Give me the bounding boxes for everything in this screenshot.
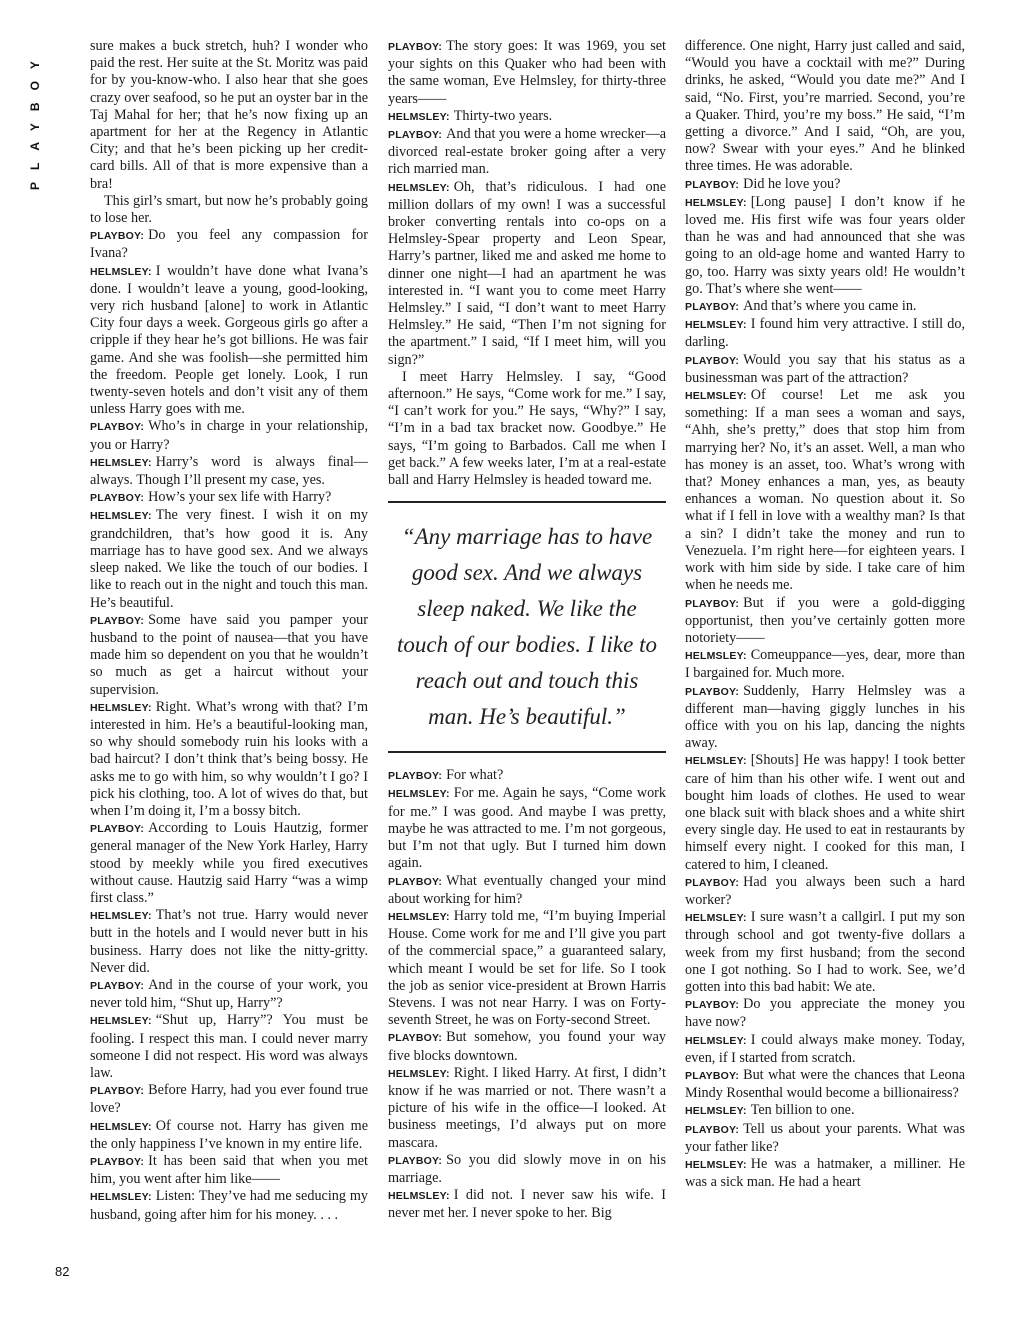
paragraph-text: difference. One night, Harry just called and said, “Would you have a cocktail with me?” During drinks, he asked, “Would you date me?” And I said, “No. First, you’re married. Second, you’re a Quaker. Third, you’re my boss.” He said, “I’m getting a divorce.” And I said, “Oh, are you, now? Swear with your eyes.” And he blinked three times. He was adorable. [685,38,965,175]
paragraph-text: “Shut up, Harry”? You must be fooling. I respect this man. I could never marry someone I did not respect. His word was always law. [90,1012,368,1081]
speaker-label: PLAYBOY: [685,685,740,698]
interview-paragraph [90,907,368,977]
paragraph-text: According to Louis Hautzig, former general manager of the New York Harley, Harry stood by meekly while you fired executives without cause. Hautzig said Harry “was a wimp first class.” [90,820,368,906]
paragraph-text: Who’s in charge in your relationship, you or Harry? [90,418,368,453]
paragraph-text: Harry told me, “I’m buying Imperial House. Come work for me and I’ll give you part of the commercial space,” a guaranteed salary, which meant I would be set for life. So I took the job as senior vice-president at Brown Harris Stevens. I was not near Harry. I was on Forty-seventh Street, he was on Forty-second Street. [388,907,666,1029]
speaker-label: PLAYBOY: [685,876,740,889]
paragraph-text: But somehow, you found your way five blocks downtown. [388,1029,666,1064]
interview-paragraph [685,1121,965,1156]
paragraph-text: This girl’s smart, but now he’s probably going to lose her. [90,192,368,227]
speaker-label: PLAYBOY: [388,770,443,783]
speaker-label: PLAYBOY: [685,999,740,1012]
speaker-label: PLAYBOY: [685,178,740,191]
interview-paragraph [685,996,965,1031]
paragraph-text: How’s your sex life with Harry? [148,489,332,506]
speaker-label: PLAYBOY: [90,230,145,243]
paragraph-text: Harry’s word is always final—always. Though I’ll present my case, yes. [90,453,368,489]
speaker-label: HELMSLEY: [685,319,747,332]
speaker-label: HELMSLEY: [90,265,152,278]
interview-paragraph [388,179,666,369]
paragraph-text: And in the course of your work, you never told him, “Shut up, Harry”? [90,976,368,1012]
interview-paragraph [685,176,965,194]
speaker-label: HELMSLEY: [685,1105,747,1118]
interview-paragraph [90,1012,368,1082]
interview-paragraph [388,767,666,785]
speaker-label: PLAYBOY: [388,1032,443,1045]
paragraph-text: The very finest. I wish it on my grandchildren, that’s how good it is. Any marriage has to have good sex. And we always sleep naked. We like the touch of our bodies. I like to reach out in the night and touch this man. He’s beautiful. [90,507,368,611]
paragraph-text: For me. Again he says, “Come work for me.” I was good. And maybe I was pretty, maybe he was attracted to me. I’m not gorgeous, but I’m not that ugly. But I turned him down again. [388,785,666,872]
speaker-label: HELMSLEY: [685,390,747,403]
interview-paragraph [90,977,368,1012]
paragraph-text: So you did slowly move in on his marriage. [388,1151,666,1186]
speaker-label: PLAYBOY: [90,492,145,505]
speaker-label: PLAYBOY: [90,979,145,992]
speaker-label: PLAYBOY: [388,875,443,888]
interview-paragraph [388,108,666,126]
interview-paragraph [685,1032,965,1067]
speaker-label: PLAYBOY: [388,41,443,53]
paragraph-text: Thirty-two years. [453,107,553,124]
interview-paragraph [685,298,965,316]
interview-paragraph [388,873,666,908]
interview-paragraph [90,699,368,820]
paragraph-text: Listen: They’ve had me seducing my husband, going after him for his money. . . . [90,1188,368,1223]
speaker-label: HELMSLEY: [90,701,152,714]
paragraph-text: But what were the chances that Leona Mindy Rosenthal would become a billionairess? [685,1066,965,1102]
paragraph-text: Suddenly, Harry Helmsley was a different man—having giggly lunches in his office with you on his lap, dancing the nights away. [685,682,965,752]
paragraph-text: But if you were a gold-digging opportunist, then you’ve certainly gotten more notoriety—— [685,594,965,646]
interview-paragraph [90,418,368,453]
interview-paragraph [685,595,965,648]
speaker-label: HELMSLEY: [388,910,450,923]
paragraph-text: Do you feel any compassion for Ivana? [90,227,368,262]
paragraph-text: I wouldn’t have done what Ivana’s done. I wouldn’t leave a young, good-looking, very rich husband [alone] to work in Atlantic City four days a week. Gorgeous girls go after a cripple if they hear he’s got billions. He was fair game. And she was foolish—she permitted him the freedom. People get lonely. Look, I run twenty-seven hotels and don’t visit any of them unless Harry goes with me. [90,262,368,418]
speaker-label: PLAYBOY: [388,1154,443,1167]
speaker-label: HELMSLEY: [685,650,747,663]
interview-paragraph [90,1188,368,1223]
interview-paragraph [388,1152,666,1187]
interview-paragraph [90,227,368,262]
paragraph-text: Had you always been such a hard worker? [685,873,965,908]
speaker-label: PLAYBOY: [685,1123,740,1136]
speaker-label: PLAYBOY: [90,421,145,434]
speaker-label: PLAYBOY: [90,823,145,836]
paragraph-text: Some have said you pamper your husband to the point of nausea—that you have made him so dependent on you that he wouldn’t so much as get a haircut without your supervision. [90,611,368,698]
interview-paragraph [90,1082,368,1117]
interview-paragraph [685,909,965,996]
interview-paragraph [388,38,666,108]
magazine-vertical-label: PLAYBOY [28,49,42,191]
interview-paragraph [90,820,368,907]
page-number: 82 [55,1264,70,1279]
paragraph-text: It has been said that when you met him, you went after him like—— [90,1153,368,1188]
paragraph-text: I found him very attractive. I still do, darling. [685,316,965,351]
interview-paragraph [90,612,368,699]
paragraph-text: I did not. I never saw his wife. I never met her. I never spoke to her. Big [388,1187,666,1222]
paragraph-text: Right. I liked Harry. At first, I didn’t know if he was married or not. There wasn’t a picture of his wife in the office—I looked. At business meetings, I’d always put on more mascara. [388,1064,666,1151]
interview-paragraph [685,647,965,682]
speaker-label: HELMSLEY: [685,196,747,209]
interview-paragraph [685,387,965,594]
speaker-label: HELMSLEY: [388,1067,450,1080]
pull-quote: “Any marriage has to have good sex. And we always sleep naked. We like the touch of our bodies. I like to reach out and touch this man. He’s beautiful.” [388,501,666,753]
interview-paragraph [685,1102,965,1120]
paragraph-text: I meet Harry Helmsley. I say, “Good afternoon.” He says, “Come work for me.” I say, “I can’t work for you.” He says, “Why?” I say, “I’m in a bad tax bracket now. Goodbye.” He says, “I’m going to Barbados. Call me when I get back.” A few weeks later, I’m at a real-estate ball and Harry Helmsley is headed toward me. [388,368,666,489]
speaker-label: PLAYBOY: [685,1069,740,1082]
interview-paragraph [388,785,666,872]
text-column-3 [685,38,965,1191]
speaker-label: HELMSLEY: [90,1015,152,1028]
speaker-label: HELMSLEY: [685,755,747,768]
speaker-label: HELMSLEY: [90,1191,152,1204]
paragraph-text: Do you appreciate the money you have now? [685,996,965,1031]
paragraph-text: I could always make money. Today, even, if I started from scratch. [685,1031,965,1066]
interview-paragraph [685,1067,965,1102]
interview-paragraph [685,352,965,387]
paragraph-text: And that’s where you came in. [743,298,917,315]
paragraph-text: Did he love you? [743,175,841,192]
interview-paragraph [685,683,965,753]
interview-paragraph [685,874,965,909]
interview-paragraph [685,1156,965,1191]
speaker-label: PLAYBOY: [685,354,740,367]
paragraph-text: Of course not. Harry has given me the only happiness I’ve known in my entire life. [90,1117,368,1152]
speaker-label: HELMSLEY: [685,1034,747,1047]
interview-paragraph [685,38,965,176]
speaker-label: HELMSLEY: [685,912,747,925]
speaker-label: PLAYBOY: [90,614,145,627]
speaker-label: HELMSLEY: [90,510,152,523]
speaker-label: HELMSLEY: [388,181,450,194]
interview-paragraph [90,193,368,227]
paragraph-text: sure makes a buck stretch, huh? I wonder who paid the rest. Her suite at the St. Moritz was paid for by you-know-who. I also hear that she goes crazy over seafood, so he put an oyster bar in the Taj Mahal for her; that he’s now fixing up an apartment for her at the Regency in Atlantic City; and that he’s been picking up her credit-card bills. All of that is more expensive than a bra! [90,38,368,192]
interview-paragraph [685,752,965,873]
interview-paragraph [388,369,666,489]
speaker-label: PLAYBOY: [90,1156,145,1168]
speaker-label: PLAYBOY: [90,1085,145,1098]
interview-paragraph [90,489,368,507]
paragraph-text: [Shouts] He was happy! I took better care of him than his other wife. I went out and bought him loads of clothes. He used to wear one black suit with black shoes and a white shirt every single day. He used to eat in restaurants by himself every night. I cooked for this man, I catered to him, I cleaned. [685,752,965,873]
speaker-label: HELMSLEY: [388,1190,450,1203]
paragraph-text: And that you were a home wrecker—a divorced real-estate broker going after a very rich married man. [388,126,666,178]
speaker-label: PLAYBOY: [388,129,443,142]
speaker-label: HELMSLEY: [90,1120,152,1133]
speaker-label: HELMSLEY: [90,456,152,469]
paragraph-text: He was a hatmaker, a milliner. He was a sick man. He had a heart [685,1156,965,1191]
speaker-label: HELMSLEY: [685,1159,747,1171]
interview-paragraph [388,1029,666,1064]
paragraph-text: Ten billion to one. [750,1102,855,1119]
paragraph-text: Oh, that’s ridiculous. I had one million dollars of my own! I was a successful broker converting rentals into co-ops on a Helmsley-Spear property and Leon Spear, Harry’s partner, liked me and asked me home to dinner one night—I had an apartment he was interested in. “I want you to come meet Harry Helmsley.” I said, “I don’t want to meet Harry Helmsley.” He said, “Then I’m not signing for the apartment.” I said, “If I meet him, will you sign?” [388,178,666,368]
paragraph-text: I sure wasn’t a callgirl. I put my son through school and got twenty-five dollars a week from my first husband; from the second one I got nothing. So I had to work. See, we’d gotten into this bad habit: We ate. [685,909,965,995]
paragraph-text: Tell us about your parents. What was your father like? [685,1120,965,1155]
text-column-1 [90,38,368,1224]
paragraph-text: The story goes: It was 1969, you set your sights on this Quaker who had been with the same woman, Eve Helmsley, for thirty-three years—— [388,38,666,107]
paragraph-text: That’s not true. Harry would never butt in the hotels and I would never butt in his business. Harry does not like the nitty-gritty. Never did. [90,907,368,976]
paragraph-text: Right. What’s wrong with that? I’m interested in him. He’s a beautiful-looking man, so why should somebody ruin his looks with a bad haircut? I don’t think that’s being bossy. He asks me to go with him, so why wouldn’t I go? I pick his clothing, too. A lot of wives do that, but when I’m doing it, I’m a bossy bitch. [90,698,368,819]
interview-paragraph [388,126,666,179]
interview-paragraph [388,1187,666,1222]
paragraph-text: Before Harry, had you ever found true love? [90,1082,368,1117]
speaker-label: HELMSLEY: [388,110,450,123]
interview-paragraph [90,38,368,193]
interview-paragraph [685,316,965,351]
speaker-label: PLAYBOY: [685,301,740,314]
paragraph-text: For what? [446,767,504,784]
speaker-label: HELMSLEY: [90,910,152,923]
interview-paragraph [90,454,368,489]
interview-paragraph [90,1118,368,1153]
paragraph-text: Would you say that his status as a businessman was part of the attraction? [685,351,965,386]
paragraph-text: Of course! Let me ask you something: If a man sees a woman and says, “Ahh, she’s pretty,” does that stop him from marrying her? No, it’s an asset. Well, a man who has money is an asset, too. What’s wrong with that? Money enhances a man, yes, as beauty enhances a woman. No question about it. So what if I fell in love with a wealthy man? Is that a sin? I didn’t take the money and run to Venezuela. I’m right here—for eighteen years. I work with him side by side. I take care of him when he needs me. [685,387,965,594]
interview-paragraph [388,908,666,1029]
interview-paragraph [90,263,368,419]
paragraph-text: Comeuppance—yes, dear, more than I bargained for. Much more. [685,647,965,682]
speaker-label: HELMSLEY: [388,788,450,801]
text-column-2 [388,38,666,1223]
interview-paragraph [90,507,368,611]
interview-paragraph [685,194,965,298]
speaker-label: PLAYBOY: [685,597,740,610]
interview-paragraph [90,1153,368,1188]
paragraph-text: [Long pause] I don’t know if he loved me. His first wife was four years older than he was and had announced that she was going to an old-age home and wanted Harry to go, too. Harry was sixty years old! He wouldn’t go. That’s where she went—— [685,193,965,297]
interview-paragraph [388,1065,666,1152]
paragraph-text: What eventually changed your mind about working for him? [388,872,666,907]
